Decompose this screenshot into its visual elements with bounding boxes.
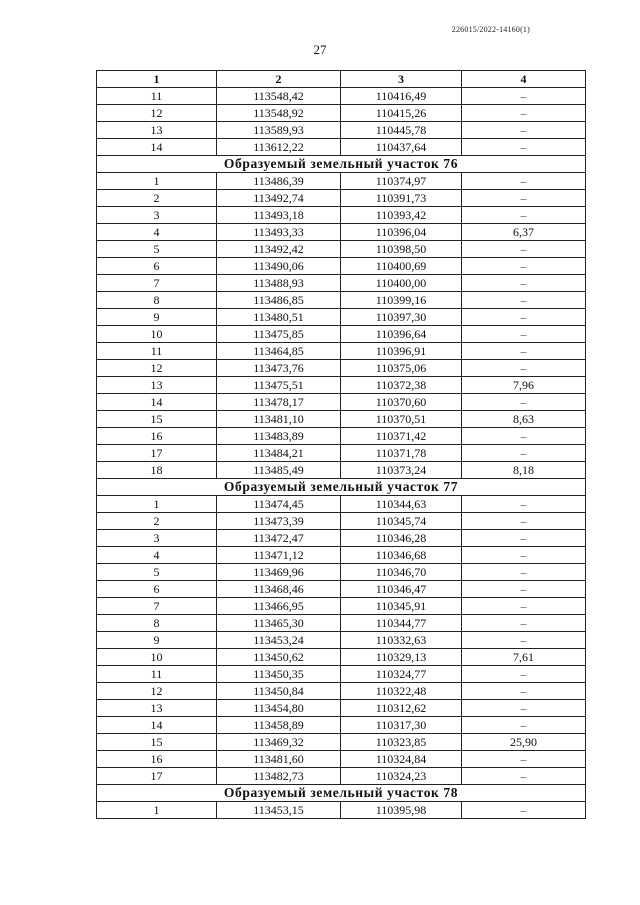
section-title: Образуемый земельный участок 78 bbox=[97, 785, 586, 802]
table-row bbox=[97, 547, 586, 564]
coordinates-table bbox=[96, 70, 586, 819]
column-header: 4 bbox=[462, 71, 586, 88]
x-coordinate-cell: 113493,18 bbox=[217, 207, 341, 224]
section-header-row bbox=[97, 156, 586, 173]
table-row bbox=[97, 139, 586, 156]
y-coordinate-cell: 110400,69 bbox=[341, 258, 462, 275]
distance-cell: – bbox=[462, 343, 586, 360]
table-row bbox=[97, 700, 586, 717]
x-coordinate-cell: 113465,30 bbox=[217, 615, 341, 632]
y-coordinate-cell: 110345,74 bbox=[341, 513, 462, 530]
table-row bbox=[97, 258, 586, 275]
table-row bbox=[97, 598, 586, 615]
point-number-cell: 2 bbox=[97, 190, 217, 207]
x-coordinate-cell: 113481,60 bbox=[217, 751, 341, 768]
distance-cell: – bbox=[462, 122, 586, 139]
point-number-cell: 10 bbox=[97, 326, 217, 343]
table-row bbox=[97, 105, 586, 122]
x-coordinate-cell: 113473,39 bbox=[217, 513, 341, 530]
distance-cell: – bbox=[462, 598, 586, 615]
table-row bbox=[97, 241, 586, 258]
point-number-cell: 15 bbox=[97, 734, 217, 751]
table-row bbox=[97, 564, 586, 581]
point-number-cell: 1 bbox=[97, 496, 217, 513]
point-number-cell: 7 bbox=[97, 275, 217, 292]
point-number-cell: 11 bbox=[97, 343, 217, 360]
distance-cell: – bbox=[462, 513, 586, 530]
y-coordinate-cell: 110416,49 bbox=[341, 88, 462, 105]
point-number-cell: 4 bbox=[97, 224, 217, 241]
y-coordinate-cell: 110371,78 bbox=[341, 445, 462, 462]
y-coordinate-cell: 110437,64 bbox=[341, 139, 462, 156]
table-row bbox=[97, 513, 586, 530]
x-coordinate-cell: 113458,89 bbox=[217, 717, 341, 734]
y-coordinate-cell: 110371,42 bbox=[341, 428, 462, 445]
y-coordinate-cell: 110375,06 bbox=[341, 360, 462, 377]
y-coordinate-cell: 110345,91 bbox=[341, 598, 462, 615]
x-coordinate-cell: 113468,46 bbox=[217, 581, 341, 598]
distance-cell: – bbox=[462, 717, 586, 734]
table-row bbox=[97, 649, 586, 666]
x-coordinate-cell: 113480,51 bbox=[217, 309, 341, 326]
y-coordinate-cell: 110332,63 bbox=[341, 632, 462, 649]
document-number: 226015/2022-14160(1) bbox=[451, 25, 530, 34]
y-coordinate-cell: 110400,00 bbox=[341, 275, 462, 292]
y-coordinate-cell: 110391,73 bbox=[341, 190, 462, 207]
point-number-cell: 14 bbox=[97, 139, 217, 156]
point-number-cell: 3 bbox=[97, 530, 217, 547]
distance-cell: 8,63 bbox=[462, 411, 586, 428]
column-header: 1 bbox=[97, 71, 217, 88]
x-coordinate-cell: 113475,51 bbox=[217, 377, 341, 394]
distance-cell: 7,96 bbox=[462, 377, 586, 394]
y-coordinate-cell: 110346,70 bbox=[341, 564, 462, 581]
table-row bbox=[97, 751, 586, 768]
point-number-cell: 5 bbox=[97, 564, 217, 581]
table-row bbox=[97, 207, 586, 224]
point-number-cell: 15 bbox=[97, 411, 217, 428]
distance-cell: – bbox=[462, 394, 586, 411]
table-row bbox=[97, 190, 586, 207]
table-row bbox=[97, 411, 586, 428]
x-coordinate-cell: 113474,45 bbox=[217, 496, 341, 513]
distance-cell: – bbox=[462, 258, 586, 275]
y-coordinate-cell: 110329,13 bbox=[341, 649, 462, 666]
x-coordinate-cell: 113472,47 bbox=[217, 530, 341, 547]
distance-cell: – bbox=[462, 139, 586, 156]
table-row bbox=[97, 462, 586, 479]
y-coordinate-cell: 110322,48 bbox=[341, 683, 462, 700]
x-coordinate-cell: 113469,32 bbox=[217, 734, 341, 751]
y-coordinate-cell: 110324,77 bbox=[341, 666, 462, 683]
y-coordinate-cell: 110344,77 bbox=[341, 615, 462, 632]
y-coordinate-cell: 110346,28 bbox=[341, 530, 462, 547]
y-coordinate-cell: 110396,91 bbox=[341, 343, 462, 360]
point-number-cell: 13 bbox=[97, 700, 217, 717]
y-coordinate-cell: 110396,64 bbox=[341, 326, 462, 343]
y-coordinate-cell: 110399,16 bbox=[341, 292, 462, 309]
table-row bbox=[97, 394, 586, 411]
table-row bbox=[97, 666, 586, 683]
x-coordinate-cell: 113483,89 bbox=[217, 428, 341, 445]
table-row bbox=[97, 275, 586, 292]
point-number-cell: 12 bbox=[97, 683, 217, 700]
y-coordinate-cell: 110323,85 bbox=[341, 734, 462, 751]
y-coordinate-cell: 110373,24 bbox=[341, 462, 462, 479]
y-coordinate-cell: 110346,68 bbox=[341, 547, 462, 564]
point-number-cell: 14 bbox=[97, 717, 217, 734]
point-number-cell: 1 bbox=[97, 173, 217, 190]
point-number-cell: 16 bbox=[97, 751, 217, 768]
point-number-cell: 14 bbox=[97, 394, 217, 411]
distance-cell: – bbox=[462, 173, 586, 190]
x-coordinate-cell: 113486,39 bbox=[217, 173, 341, 190]
x-coordinate-cell: 113466,95 bbox=[217, 598, 341, 615]
table-body bbox=[97, 88, 586, 819]
distance-cell: – bbox=[462, 547, 586, 564]
y-coordinate-cell: 110393,42 bbox=[341, 207, 462, 224]
distance-cell: – bbox=[462, 632, 586, 649]
y-coordinate-cell: 110415,26 bbox=[341, 105, 462, 122]
distance-cell: – bbox=[462, 581, 586, 598]
table-row bbox=[97, 88, 586, 105]
y-coordinate-cell: 110445,78 bbox=[341, 122, 462, 139]
distance-cell: – bbox=[462, 88, 586, 105]
point-number-cell: 11 bbox=[97, 88, 217, 105]
distance-cell: – bbox=[462, 751, 586, 768]
x-coordinate-cell: 113450,35 bbox=[217, 666, 341, 683]
distance-cell: – bbox=[462, 105, 586, 122]
x-coordinate-cell: 113471,12 bbox=[217, 547, 341, 564]
column-header: 2 bbox=[217, 71, 341, 88]
y-coordinate-cell: 110395,98 bbox=[341, 802, 462, 819]
x-coordinate-cell: 113453,24 bbox=[217, 632, 341, 649]
point-number-cell: 5 bbox=[97, 241, 217, 258]
distance-cell: – bbox=[462, 326, 586, 343]
distance-cell: 25,90 bbox=[462, 734, 586, 751]
distance-cell: – bbox=[462, 309, 586, 326]
distance-cell: – bbox=[462, 615, 586, 632]
point-number-cell: 17 bbox=[97, 768, 217, 785]
table-row bbox=[97, 683, 586, 700]
point-number-cell: 9 bbox=[97, 632, 217, 649]
y-coordinate-cell: 110374,97 bbox=[341, 173, 462, 190]
table-row bbox=[97, 173, 586, 190]
section-header-row bbox=[97, 479, 586, 496]
point-number-cell: 9 bbox=[97, 309, 217, 326]
distance-cell: – bbox=[462, 190, 586, 207]
distance-cell: – bbox=[462, 445, 586, 462]
table-row bbox=[97, 802, 586, 819]
table-row bbox=[97, 360, 586, 377]
point-number-cell: 13 bbox=[97, 122, 217, 139]
y-coordinate-cell: 110317,30 bbox=[341, 717, 462, 734]
y-coordinate-cell: 110372,38 bbox=[341, 377, 462, 394]
x-coordinate-cell: 113482,73 bbox=[217, 768, 341, 785]
table-row bbox=[97, 122, 586, 139]
table-row bbox=[97, 309, 586, 326]
table-row bbox=[97, 224, 586, 241]
table-row bbox=[97, 615, 586, 632]
distance-cell: – bbox=[462, 768, 586, 785]
table-row bbox=[97, 326, 586, 343]
x-coordinate-cell: 113453,15 bbox=[217, 802, 341, 819]
x-coordinate-cell: 113492,74 bbox=[217, 190, 341, 207]
y-coordinate-cell: 110370,60 bbox=[341, 394, 462, 411]
y-coordinate-cell: 110344,63 bbox=[341, 496, 462, 513]
x-coordinate-cell: 113478,17 bbox=[217, 394, 341, 411]
table-row bbox=[97, 292, 586, 309]
table-row bbox=[97, 581, 586, 598]
x-coordinate-cell: 113612,22 bbox=[217, 139, 341, 156]
section-title: Образуемый земельный участок 76 bbox=[97, 156, 586, 173]
distance-cell: – bbox=[462, 683, 586, 700]
point-number-cell: 8 bbox=[97, 292, 217, 309]
distance-cell: 8,18 bbox=[462, 462, 586, 479]
distance-cell: – bbox=[462, 564, 586, 581]
point-number-cell: 3 bbox=[97, 207, 217, 224]
point-number-cell: 4 bbox=[97, 547, 217, 564]
x-coordinate-cell: 113450,62 bbox=[217, 649, 341, 666]
distance-cell: – bbox=[462, 496, 586, 513]
table-row bbox=[97, 445, 586, 462]
distance-cell: 6,37 bbox=[462, 224, 586, 241]
x-coordinate-cell: 113488,93 bbox=[217, 275, 341, 292]
x-coordinate-cell: 113548,42 bbox=[217, 88, 341, 105]
x-coordinate-cell: 113464,85 bbox=[217, 343, 341, 360]
x-coordinate-cell: 113469,96 bbox=[217, 564, 341, 581]
point-number-cell: 7 bbox=[97, 598, 217, 615]
distance-cell: – bbox=[462, 360, 586, 377]
point-number-cell: 12 bbox=[97, 360, 217, 377]
x-coordinate-cell: 113548,92 bbox=[217, 105, 341, 122]
y-coordinate-cell: 110312,62 bbox=[341, 700, 462, 717]
y-coordinate-cell: 110346,47 bbox=[341, 581, 462, 598]
y-coordinate-cell: 110397,30 bbox=[341, 309, 462, 326]
x-coordinate-cell: 113454,80 bbox=[217, 700, 341, 717]
x-coordinate-cell: 113475,85 bbox=[217, 326, 341, 343]
distance-cell: – bbox=[462, 428, 586, 445]
table-row bbox=[97, 530, 586, 547]
table-row bbox=[97, 343, 586, 360]
point-number-cell: 6 bbox=[97, 581, 217, 598]
table-header-row bbox=[97, 71, 586, 88]
distance-cell: – bbox=[462, 700, 586, 717]
point-number-cell: 12 bbox=[97, 105, 217, 122]
distance-cell: – bbox=[462, 666, 586, 683]
x-coordinate-cell: 113589,93 bbox=[217, 122, 341, 139]
point-number-cell: 6 bbox=[97, 258, 217, 275]
table-row bbox=[97, 734, 586, 751]
point-number-cell: 13 bbox=[97, 377, 217, 394]
x-coordinate-cell: 113490,06 bbox=[217, 258, 341, 275]
point-number-cell: 10 bbox=[97, 649, 217, 666]
point-number-cell: 1 bbox=[97, 802, 217, 819]
table-row bbox=[97, 768, 586, 785]
distance-cell: – bbox=[462, 207, 586, 224]
x-coordinate-cell: 113486,85 bbox=[217, 292, 341, 309]
section-header-row bbox=[97, 785, 586, 802]
distance-cell: – bbox=[462, 241, 586, 258]
distance-cell: – bbox=[462, 292, 586, 309]
x-coordinate-cell: 113492,42 bbox=[217, 241, 341, 258]
x-coordinate-cell: 113484,21 bbox=[217, 445, 341, 462]
point-number-cell: 16 bbox=[97, 428, 217, 445]
table-row bbox=[97, 428, 586, 445]
distance-cell: – bbox=[462, 802, 586, 819]
y-coordinate-cell: 110396,04 bbox=[341, 224, 462, 241]
page-number: 27 bbox=[313, 42, 327, 57]
y-coordinate-cell: 110324,23 bbox=[341, 768, 462, 785]
distance-cell: 7,61 bbox=[462, 649, 586, 666]
x-coordinate-cell: 113481,10 bbox=[217, 411, 341, 428]
x-coordinate-cell: 113485,49 bbox=[217, 462, 341, 479]
table-row bbox=[97, 496, 586, 513]
point-number-cell: 18 bbox=[97, 462, 217, 479]
x-coordinate-cell: 113473,76 bbox=[217, 360, 341, 377]
point-number-cell: 11 bbox=[97, 666, 217, 683]
table-row bbox=[97, 632, 586, 649]
point-number-cell: 8 bbox=[97, 615, 217, 632]
section-title: Образуемый земельный участок 77 bbox=[97, 479, 586, 496]
table-row bbox=[97, 377, 586, 394]
distance-cell: – bbox=[462, 530, 586, 547]
point-number-cell: 2 bbox=[97, 513, 217, 530]
x-coordinate-cell: 113493,33 bbox=[217, 224, 341, 241]
x-coordinate-cell: 113450,84 bbox=[217, 683, 341, 700]
table-row bbox=[97, 717, 586, 734]
y-coordinate-cell: 110398,50 bbox=[341, 241, 462, 258]
column-header: 3 bbox=[341, 71, 462, 88]
y-coordinate-cell: 110370,51 bbox=[341, 411, 462, 428]
distance-cell: – bbox=[462, 275, 586, 292]
y-coordinate-cell: 110324,84 bbox=[341, 751, 462, 768]
point-number-cell: 17 bbox=[97, 445, 217, 462]
